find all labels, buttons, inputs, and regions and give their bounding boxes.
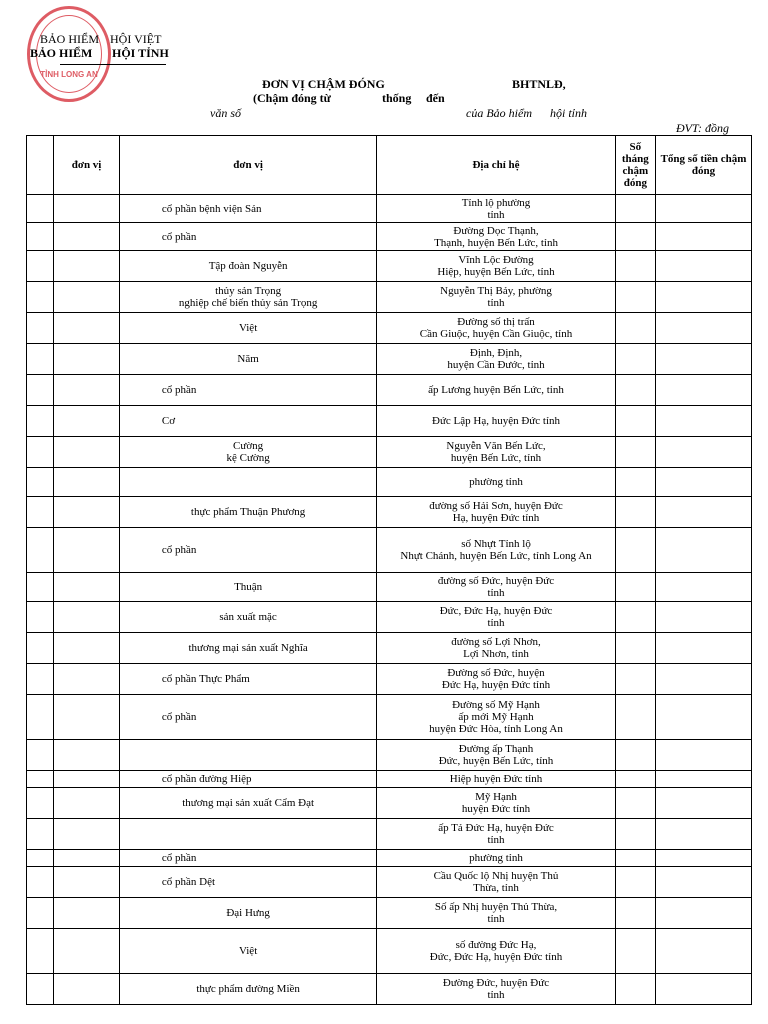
header-unit-code: đơn vị xyxy=(54,136,120,195)
row-unit-code-cell xyxy=(54,788,120,819)
row-address-cell: phường tỉnh xyxy=(377,850,615,867)
row-unit-code-cell xyxy=(54,898,120,929)
row-total-amount-cell xyxy=(656,898,752,929)
agency-name-line1-a: BẢO HIỂM xyxy=(40,32,99,46)
row-months-late-cell xyxy=(615,437,655,468)
table-row xyxy=(27,788,752,819)
row-index-cell xyxy=(27,375,54,406)
row-address-cell: Hiệp huyện Đức tỉnh xyxy=(377,771,615,788)
row-unit-name-cell: cổ phần Dệt xyxy=(119,867,376,898)
document-title-a: ĐƠN VỊ CHẬM ĐÓNG xyxy=(262,77,385,91)
row-unit-name-cell xyxy=(119,468,376,497)
row-months-late-cell xyxy=(615,771,655,788)
row-unit-name-cell: cổ phần xyxy=(119,695,376,740)
row-months-late-cell xyxy=(615,664,655,695)
currency-unit: ĐVT: đồng xyxy=(676,121,730,135)
row-unit-name-cell: sản xuất mặc xyxy=(119,602,376,633)
row-index-cell xyxy=(27,223,54,251)
row-address-cell: phường tỉnh xyxy=(377,468,615,497)
row-months-late-cell xyxy=(615,406,655,437)
row-address-cell: Đường số Đức, huyện Đức Hạ, huyện Đức tỉnh xyxy=(377,664,615,695)
row-months-late-cell xyxy=(615,633,655,664)
row-unit-code-cell xyxy=(54,974,120,1005)
table-row xyxy=(27,633,752,664)
table-row xyxy=(27,664,752,695)
document-title-c: (Chậm đóng từ xyxy=(253,91,331,105)
row-unit-code-cell xyxy=(54,867,120,898)
row-unit-name-cell: cổ phần Thực Phẩm xyxy=(119,664,376,695)
subtitle-b: của Bảo hiểm xyxy=(466,106,532,120)
row-total-amount-cell xyxy=(656,528,752,573)
row-address-cell: Nguyễn Thị Bảy, phường tỉnh xyxy=(377,282,615,313)
row-months-late-cell xyxy=(615,740,655,771)
row-total-amount-cell xyxy=(656,695,752,740)
row-index-cell xyxy=(27,819,54,850)
document-title-d: thống xyxy=(382,91,412,105)
header-total-amount: Tổng số tiền chậm đóng xyxy=(656,136,752,195)
row-unit-code-cell xyxy=(54,195,120,223)
row-total-amount-cell xyxy=(656,344,752,375)
document-title-b: BHTNLĐ, xyxy=(512,77,566,91)
row-index-cell xyxy=(27,633,54,664)
table-row xyxy=(27,282,752,313)
row-index-cell xyxy=(27,867,54,898)
row-total-amount-cell xyxy=(656,819,752,850)
row-index-cell xyxy=(27,528,54,573)
row-index-cell xyxy=(27,929,54,974)
row-unit-code-cell xyxy=(54,929,120,974)
row-address-cell: Mỹ Hạnh huyện Đức tỉnh xyxy=(377,788,615,819)
row-unit-code-cell xyxy=(54,223,120,251)
table-row xyxy=(27,375,752,406)
row-months-late-cell xyxy=(615,898,655,929)
row-total-amount-cell xyxy=(656,664,752,695)
table-row xyxy=(27,528,752,573)
row-total-amount-cell xyxy=(656,195,752,223)
row-index-cell xyxy=(27,195,54,223)
table-row xyxy=(27,573,752,602)
row-unit-name-cell: Đại Hưng xyxy=(119,898,376,929)
row-index-cell xyxy=(27,251,54,282)
row-total-amount-cell xyxy=(656,313,752,344)
table-row xyxy=(27,313,752,344)
row-index-cell xyxy=(27,468,54,497)
row-total-amount-cell xyxy=(656,740,752,771)
row-index-cell xyxy=(27,898,54,929)
table-body xyxy=(27,195,752,1005)
row-total-amount-cell xyxy=(656,633,752,664)
row-unit-name-cell: thực phẩm Thuận Phương xyxy=(119,497,376,528)
row-unit-name-cell: cổ phần bệnh viện Sản xyxy=(119,195,376,223)
agency-name-line2-b: HỘI TỈNH xyxy=(112,46,169,60)
row-total-amount-cell xyxy=(656,223,752,251)
row-unit-code-cell xyxy=(54,528,120,573)
row-months-late-cell xyxy=(615,867,655,898)
table-row xyxy=(27,468,752,497)
row-total-amount-cell xyxy=(656,282,752,313)
table-row xyxy=(27,344,752,375)
row-address-cell: ấp Tả Đức Hạ, huyện Đức tỉnh xyxy=(377,819,615,850)
agency-name-line1-b: HỘI VIỆT xyxy=(110,32,162,46)
row-index-cell xyxy=(27,602,54,633)
row-address-cell: đường số Lợi Nhơn, Lợi Nhơn, tỉnh xyxy=(377,633,615,664)
row-months-late-cell xyxy=(615,850,655,867)
table-row xyxy=(27,602,752,633)
row-index-cell xyxy=(27,771,54,788)
row-months-late-cell xyxy=(615,695,655,740)
row-total-amount-cell xyxy=(656,468,752,497)
row-total-amount-cell xyxy=(656,867,752,898)
table-row xyxy=(27,223,752,251)
row-unit-code-cell xyxy=(54,468,120,497)
row-address-cell: đường số Đức, huyện Đức tỉnh xyxy=(377,573,615,602)
row-total-amount-cell xyxy=(656,573,752,602)
table-row xyxy=(27,695,752,740)
row-months-late-cell xyxy=(615,468,655,497)
row-unit-name-cell: Thuận xyxy=(119,573,376,602)
row-total-amount-cell xyxy=(656,788,752,819)
row-total-amount-cell xyxy=(656,602,752,633)
table-row xyxy=(27,771,752,788)
row-unit-code-cell xyxy=(54,313,120,344)
row-total-amount-cell xyxy=(656,850,752,867)
row-unit-code-cell xyxy=(54,633,120,664)
row-index-cell xyxy=(27,437,54,468)
row-index-cell xyxy=(27,313,54,344)
row-index-cell xyxy=(27,788,54,819)
row-months-late-cell xyxy=(615,375,655,406)
seal-text: TỈNH LONG AN xyxy=(40,70,98,79)
row-address-cell: Đường ấp Thạnh Đức, huyện Bến Lức, tỉnh xyxy=(377,740,615,771)
row-address-cell: số Nhựt Tỉnh lộ Nhựt Chánh, huyện Bến Lức, tỉnh Long An xyxy=(377,528,615,573)
row-total-amount-cell xyxy=(656,974,752,1005)
row-months-late-cell xyxy=(615,497,655,528)
row-address-cell: đường số Hải Sơn, huyện Đức Hạ, huyện Đức tỉnh xyxy=(377,497,615,528)
row-months-late-cell xyxy=(615,195,655,223)
header-index xyxy=(27,136,54,195)
row-unit-name-cell: thương mại sản xuất Nghĩa xyxy=(119,633,376,664)
row-months-late-cell xyxy=(615,929,655,974)
row-unit-code-cell xyxy=(54,602,120,633)
row-address-cell: Số ấp Nhị huyện Thủ Thừa, tỉnh xyxy=(377,898,615,929)
row-unit-code-cell xyxy=(54,573,120,602)
header-unit-name: đơn vị xyxy=(119,136,376,195)
row-unit-name-cell: cổ phần xyxy=(119,375,376,406)
row-address-cell: Đức, Đức Hạ, huyện Đức tỉnh xyxy=(377,602,615,633)
subtitle-c: hội tỉnh xyxy=(550,106,588,120)
row-unit-name-cell: Cơ xyxy=(119,406,376,437)
row-index-cell xyxy=(27,344,54,375)
row-address-cell: Đường số Mỹ Hạnh ấp mới Mỹ Hạnh huyện Đức Hòa, tỉnh Long An xyxy=(377,695,615,740)
table-row xyxy=(27,819,752,850)
row-index-cell xyxy=(27,282,54,313)
table-row xyxy=(27,898,752,929)
table-row xyxy=(27,850,752,867)
row-months-late-cell xyxy=(615,819,655,850)
header-months-late: Số tháng chậm đóng xyxy=(615,136,655,195)
row-unit-name-cell xyxy=(119,819,376,850)
row-index-cell xyxy=(27,695,54,740)
row-months-late-cell xyxy=(615,223,655,251)
row-unit-name-cell: Tập đoàn Nguyễn xyxy=(119,251,376,282)
row-total-amount-cell xyxy=(656,929,752,974)
row-unit-code-cell xyxy=(54,850,120,867)
table-row xyxy=(27,251,752,282)
row-unit-name-cell: thương mại sản xuất Cẩm Đạt xyxy=(119,788,376,819)
row-unit-code-cell xyxy=(54,375,120,406)
row-months-late-cell xyxy=(615,974,655,1005)
table-row xyxy=(27,867,752,898)
row-address-cell: Tỉnh lộ phường tỉnh xyxy=(377,195,615,223)
table-header-row xyxy=(27,136,752,195)
row-address-cell: Vĩnh Lộc Đường Hiệp, huyện Bến Lức, tỉnh xyxy=(377,251,615,282)
table-row xyxy=(27,740,752,771)
row-total-amount-cell xyxy=(656,375,752,406)
row-months-late-cell xyxy=(615,282,655,313)
row-unit-code-cell xyxy=(54,251,120,282)
table-row xyxy=(27,497,752,528)
row-unit-code-cell xyxy=(54,695,120,740)
row-index-cell xyxy=(27,850,54,867)
row-months-late-cell xyxy=(615,528,655,573)
agency-name-line2-a: BẢO HIỂM xyxy=(30,46,93,60)
row-address-cell: Nguyễn Văn Bến Lức, huyện Bến Lức, tỉnh xyxy=(377,437,615,468)
row-unit-code-cell xyxy=(54,740,120,771)
row-address-cell: Cầu Quốc lộ Nhị huyện Thủ Thừa, tỉnh xyxy=(377,867,615,898)
row-unit-code-cell xyxy=(54,819,120,850)
row-total-amount-cell xyxy=(656,251,752,282)
row-months-late-cell xyxy=(615,344,655,375)
row-total-amount-cell xyxy=(656,406,752,437)
row-unit-code-cell xyxy=(54,406,120,437)
row-index-cell xyxy=(27,740,54,771)
row-months-late-cell xyxy=(615,602,655,633)
row-unit-name-cell: cổ phần xyxy=(119,528,376,573)
document-title-e: đến xyxy=(426,91,445,105)
row-unit-name-cell: Năm xyxy=(119,344,376,375)
row-unit-name-cell: cổ phần xyxy=(119,850,376,867)
row-months-late-cell xyxy=(615,313,655,344)
row-unit-code-cell xyxy=(54,344,120,375)
row-unit-name-cell xyxy=(119,740,376,771)
row-unit-name-cell: cổ phần xyxy=(119,223,376,251)
row-unit-name-cell: Cường kệ Cường xyxy=(119,437,376,468)
row-address-cell: ấp Lương huyện Bến Lức, tỉnh xyxy=(377,375,615,406)
row-unit-name-cell: thủy sản Trọng nghiệp chế biến thủy sản Trọng xyxy=(119,282,376,313)
row-address-cell: Định, Định, huyện Cần Đước, tỉnh xyxy=(377,344,615,375)
row-unit-name-cell: Việt xyxy=(119,929,376,974)
header-address: Địa chỉ hệ xyxy=(377,136,615,195)
row-address-cell: Đường Dọc Thạnh, Thạnh, huyện Bến Lức, tỉnh xyxy=(377,223,615,251)
row-unit-code-cell xyxy=(54,497,120,528)
row-address-cell: Đường Đức, huyện Đức tỉnh xyxy=(377,974,615,1005)
row-address-cell: số đường Đức Hạ, Đức, Đức Hạ, huyện Đức tỉnh xyxy=(377,929,615,974)
row-index-cell xyxy=(27,573,54,602)
row-address-cell: Đường số thị trấn Cần Giuộc, huyện Cần Giuộc, tỉnh xyxy=(377,313,615,344)
row-unit-code-cell xyxy=(54,771,120,788)
row-total-amount-cell xyxy=(656,771,752,788)
table-row xyxy=(27,437,752,468)
table-row xyxy=(27,974,752,1005)
row-unit-code-cell xyxy=(54,282,120,313)
row-index-cell xyxy=(27,497,54,528)
row-unit-name-cell: Việt xyxy=(119,313,376,344)
row-total-amount-cell xyxy=(656,497,752,528)
agency-underline xyxy=(60,64,166,65)
row-index-cell xyxy=(27,974,54,1005)
row-unit-code-cell xyxy=(54,437,120,468)
subtitle-a: văn số xyxy=(210,106,241,120)
table-row xyxy=(27,195,752,223)
row-months-late-cell xyxy=(615,788,655,819)
row-address-cell: Đức Lập Hạ, huyện Đức tỉnh xyxy=(377,406,615,437)
row-months-late-cell xyxy=(615,251,655,282)
delinquent-units-table xyxy=(26,135,752,1005)
table-row xyxy=(27,406,752,437)
row-unit-name-cell: cổ phần đường Hiệp xyxy=(119,771,376,788)
row-unit-code-cell xyxy=(54,664,120,695)
row-total-amount-cell xyxy=(656,437,752,468)
table-row xyxy=(27,929,752,974)
row-index-cell xyxy=(27,664,54,695)
row-unit-name-cell: thực phẩm đường Miền xyxy=(119,974,376,1005)
row-index-cell xyxy=(27,406,54,437)
row-months-late-cell xyxy=(615,573,655,602)
